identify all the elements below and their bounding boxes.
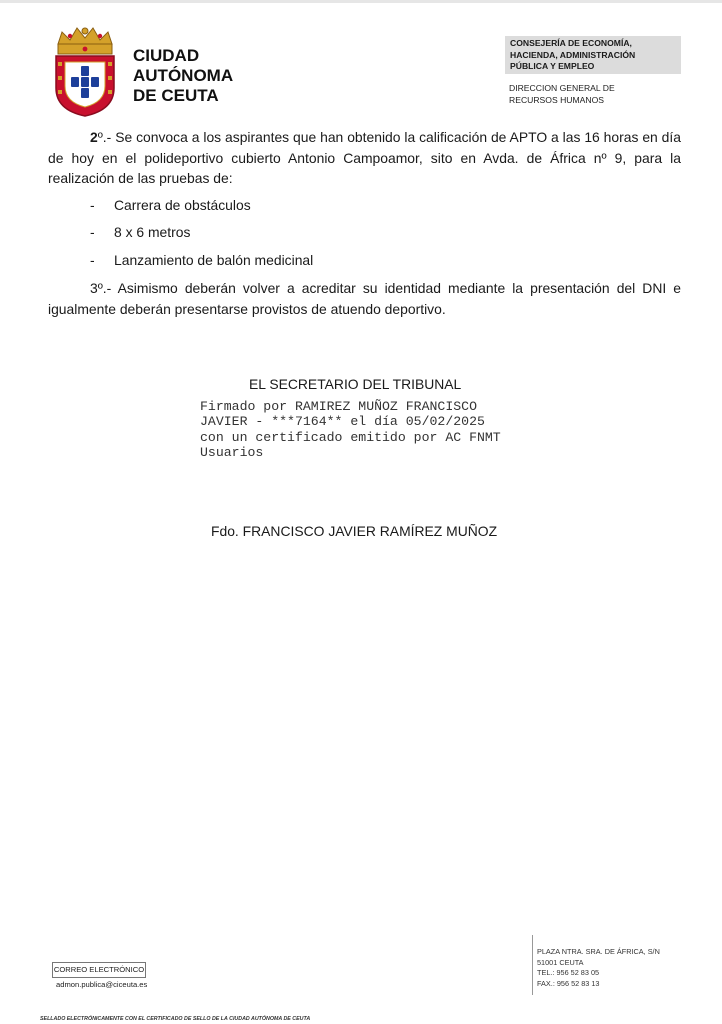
paragraph-2 [48,127,681,189]
address-line-4: FAX.: 956 52 83 13 [537,978,600,988]
address-line-2: 51001 CEUTA [537,957,584,967]
address-line-1: PLAZA NTRA. SRA. DE ÁFRICA, S/N [537,947,660,956]
department-box [505,36,681,74]
coat-of-arms-icon [50,26,120,118]
stamp-line-2: JAVIER - ***7164** el día 05/02/2025 [200,414,485,430]
electronic-signature-stamp [200,399,501,460]
electronic-seal-note: SELLADO ELECTRÓNICAMENTE CON EL CERTIFICADO DE SELLO DE LA CIUDAD AUTÓNOMA DE CEUTA [40,1016,311,1022]
department-line-3: PÚBLICA Y EMPLEO [510,61,595,71]
subdepartment-line-2: RECURSOS HUMANOS [509,94,605,105]
email-link[interactable]: admon.publica@ciceuta.es [56,980,148,989]
list-item-text: 8 x 6 metros [114,224,191,240]
subdepartment-line-1: DIRECCION GENERAL DE [509,83,615,93]
signer-name: Fdo. FRANCISCO JAVIER RAMÍREZ MUÑOZ [211,523,498,539]
department-line-1: CONSEJERÍA DE ECONOMÍA, [510,38,632,48]
signature-title: EL SECRETARIO DEL TRIBUNAL [249,376,462,392]
subdepartment [509,83,615,106]
address-line-3: TEL.: 956 52 83 05 [537,968,600,977]
top-rule [0,0,722,3]
department-line-2: HACIENDA, ADMINISTRACIÓN [510,49,636,60]
city-line-2: AUTÓNOMA [133,66,234,85]
list-item: - Carrera de obstáculos [90,197,251,213]
city-line-1: CIUDAD [133,46,200,65]
city-line-3: DE CEUTA [133,86,219,105]
list-item: - 8 x 6 metros [90,224,191,240]
paragraph-3 [48,278,681,319]
paragraph-2-text: º.- Se convoca a los aspirantes que han obtenido la calificación de APTO a las 16 horas en día de hoy en el polideportivo cubierto Antonio Campoamor, sito en Avda. de África nº 9, para la realización de las pruebas de: [48,129,681,186]
stamp-line-3: con un certificado emitido por AC FNMT [200,429,501,445]
stamp-line-4: Usuarios [200,444,264,460]
list-item-text: Lanzamiento de balón medicinal [114,252,314,268]
address-divider [532,935,533,995]
paragraph-2-number: 2 [90,129,98,145]
stamp-line-1: Firmado por RAMIREZ MUÑOZ FRANCISCO [200,399,477,414]
list-item-text: Carrera de obstáculos [114,197,251,213]
city-name [133,46,233,106]
list-item: - Lanzamiento de balón medicinal [90,252,314,268]
paragraph-3-text: 3º.- Asimismo deberán volver a acreditar su identidad mediante la presentación del DNI e igualmente deberán presentarse provistos de atuendo deportivo. [48,280,681,317]
postal-address [537,947,660,989]
email-label: CORREO ELECTRÓNICO [52,962,146,978]
